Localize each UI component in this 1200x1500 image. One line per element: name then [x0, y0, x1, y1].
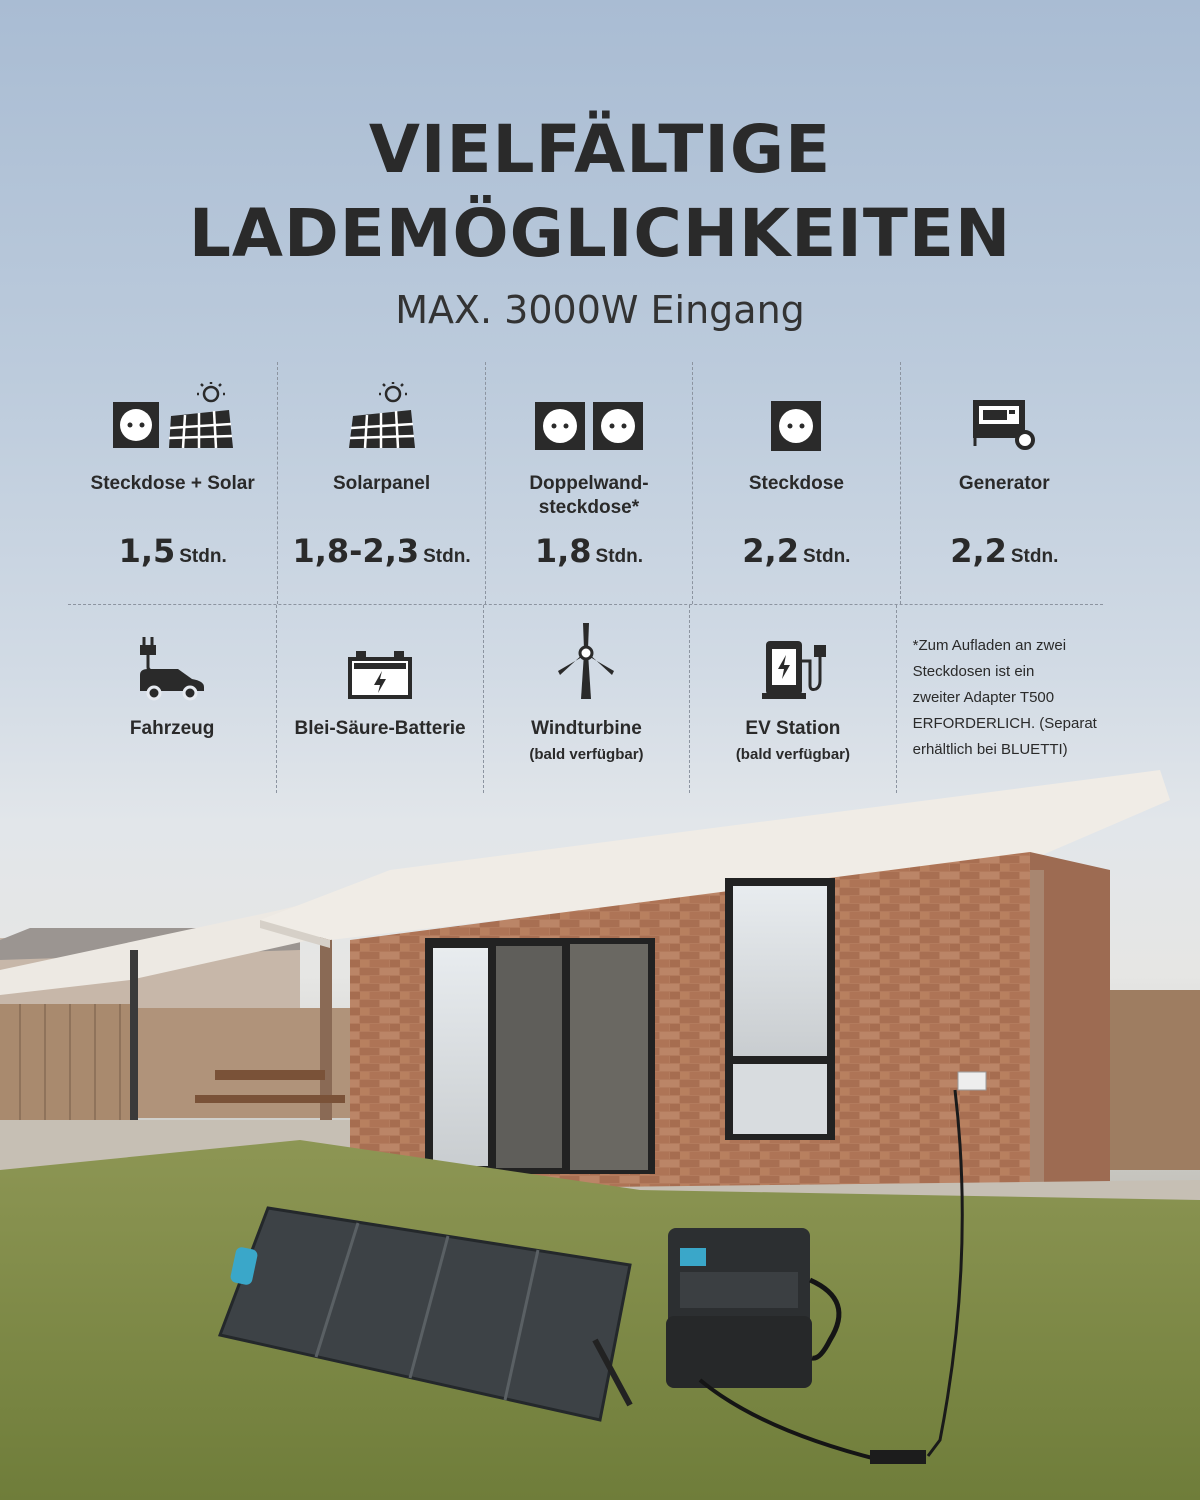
option-label-main: EV Station: [745, 718, 841, 739]
charge-time-value: 2,2: [742, 532, 799, 570]
option-generator: [901, 362, 1108, 604]
option-label: Steckdose + Solar: [90, 473, 255, 494]
footnote-line: zweiter Adapter T500: [912, 689, 1055, 706]
patio-table: [215, 1070, 325, 1080]
house-scene-image: [0, 760, 1200, 1500]
option-label: Solarpanel: [332, 473, 431, 494]
option-label: Steckdose: [748, 473, 844, 494]
option-label-line-1: Doppelwand-: [529, 473, 649, 494]
option-label: Fahrzeug: [129, 718, 215, 739]
car-icon: [68, 623, 276, 701]
footnote-line: ERFORDERLICH. (Separat: [912, 715, 1097, 732]
adapter: [870, 1450, 926, 1464]
charge-time-value: 2,2: [950, 532, 1007, 570]
option-socket-solar: [68, 362, 278, 604]
option-sublabel: (bald verfügbar): [529, 746, 644, 763]
charge-time-unit: Stdn.: [423, 546, 471, 567]
charge-time-value: 1,8-2,3: [292, 532, 420, 570]
solar-panel-icon: [278, 374, 484, 452]
expansion-battery: [666, 1316, 812, 1388]
socket-icon: [693, 374, 899, 452]
generator-icon: [901, 374, 1108, 452]
charge-time-unit: Stdn.: [802, 546, 851, 567]
charge-time: [901, 532, 1108, 570]
ev-station-icon: [690, 623, 895, 701]
option-label-main: Windturbine: [531, 718, 642, 739]
charge-time-unit: Stdn.: [179, 546, 227, 567]
wall-socket: [958, 1072, 986, 1090]
option-sublabel: (bald verfügbar): [735, 746, 850, 763]
charge-time: [486, 532, 692, 570]
footnote-line: erhältlich bei BLUETTI): [912, 741, 1068, 758]
option-label: Generator: [958, 473, 1050, 494]
charge-time: [68, 532, 277, 570]
option-solar-panel: [278, 362, 485, 604]
footnote-line: Steckdosen ist ein: [912, 663, 1035, 680]
option-label: Blei-Säure-Batterie: [294, 718, 466, 739]
charge-time-unit: Stdn.: [1010, 546, 1059, 567]
charge-time-unit: Stdn.: [595, 546, 644, 567]
option-label: [486, 472, 692, 520]
charge-time: [278, 532, 484, 570]
wind-turbine-icon: [484, 623, 689, 701]
option-label-line-2: steckdose*: [538, 497, 640, 518]
footnote: [913, 633, 1123, 763]
charge-time: [693, 532, 899, 570]
title-line-1: VIELFÄLTIGE: [368, 111, 832, 188]
right-fence: [1110, 990, 1200, 1170]
option-double-socket: [486, 362, 693, 604]
charging-options-row-1: [68, 362, 1108, 604]
socket-solar-icon: [68, 374, 277, 452]
title-line-2: LADEMÖGLICHKEITEN: [188, 195, 1012, 272]
charge-time-value: 1,5: [118, 532, 176, 570]
footnote-line: *Zum Aufladen an zwei: [912, 637, 1067, 654]
option-socket: [693, 362, 900, 604]
double-socket-icon: [486, 374, 692, 452]
battery-icon: [277, 623, 482, 701]
charge-time-value: 1,8: [534, 532, 592, 570]
page-title: [0, 108, 1200, 276]
subtitle: MAX. 3000W Eingang: [395, 288, 805, 332]
